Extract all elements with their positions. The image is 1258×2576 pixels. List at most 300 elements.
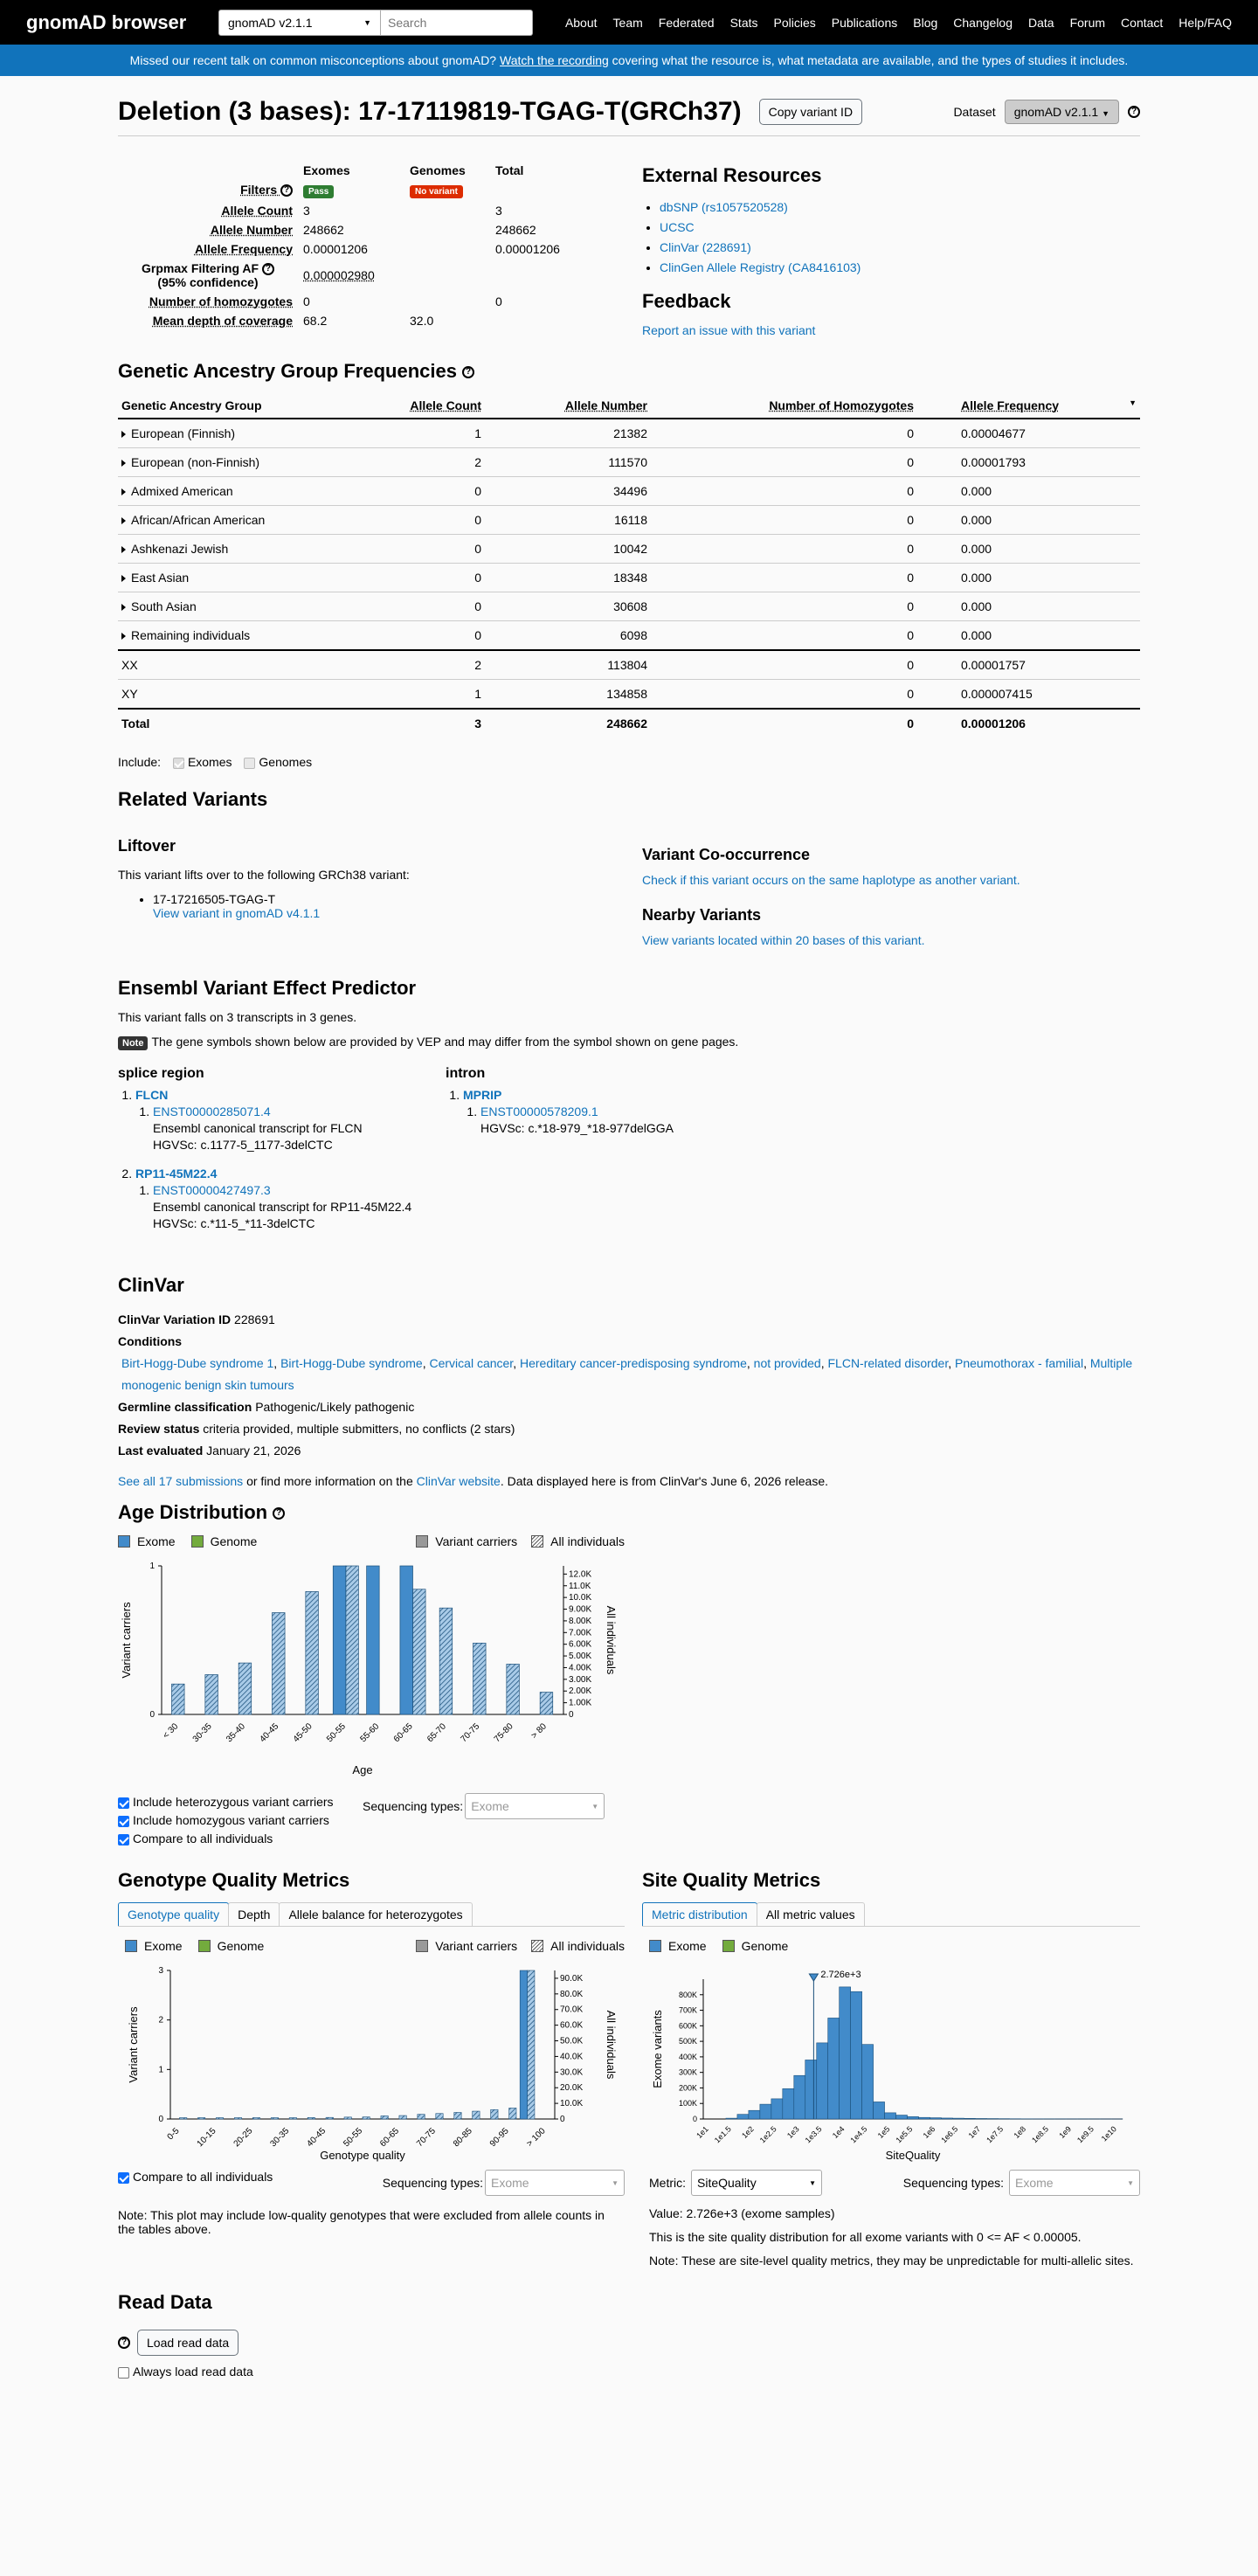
condition-link[interactable]: not provided [753,1356,821,1370]
y-tick-label: 2 [158,2015,163,2025]
dataset-button[interactable]: gnomAD v2.1.1 ▼ [1005,100,1119,124]
legend-swatch-carriers [416,1940,428,1952]
histogram-bar [952,2118,964,2119]
age-seq-type-select[interactable]: Exome ▼ [465,1793,605,1819]
x-tick-label: 1e9 [1057,2124,1074,2141]
see-all-submissions-link[interactable]: See all 17 submissions [118,1474,244,1488]
cell-af: 0.000 [961,542,992,556]
filters-no-variant-badge: No variant [410,185,463,198]
x-tick-label: 1e1 [695,2124,710,2141]
condition-link[interactable]: Birt-Hogg-Dube syndrome 1 [121,1356,274,1370]
logo[interactable]: gnomAD browser [26,10,187,33]
table-row[interactable] [118,477,1140,506]
col-header-allele-count[interactable]: Allele Count [380,393,485,419]
nav-dataset-select[interactable] [218,10,381,36]
cell-af: 0.00001757 [961,658,1026,672]
table-row[interactable] [118,506,1140,535]
help-icon[interactable]: ? [1128,106,1140,118]
x-tick-label: 50-55 [325,1721,348,1745]
cell-ac: 0 [474,571,481,585]
summary-row: Allele Count 3 3 [221,204,502,218]
gq-compare-all-checkbox[interactable] [118,2172,129,2184]
cell-an: 111570 [608,455,647,469]
y2-tick-label: 0 [560,2115,565,2124]
include-label: Include: [118,755,162,769]
x-tick-label: 60-65 [378,2126,402,2150]
summary-header-genomes: Genomes [410,163,466,177]
x-tick-label: 70-75 [459,1721,482,1745]
condition-link[interactable]: Multiple monogenic benign skin tumours [121,1356,1133,1392]
x-tick-label: 1e7.5 [985,2124,1006,2145]
x-tick-label: 1e5.5 [894,2124,915,2145]
cell-af: 0.00001206 [961,717,1026,731]
search-input[interactable] [381,10,533,36]
liftover-variant: 17-17216505-TGAG-T [153,892,276,906]
sq-dist-text: This is the site quality distribution for all exome variants with 0 <= AF < 0.00005. [649,2230,1082,2244]
x-tick-label: 90-95 [487,2126,511,2150]
y2-tick-label: 90.0K [560,1973,584,1984]
nav-link-data[interactable]: Data [1028,15,1054,30]
condition-link[interactable]: Hereditary cancer-predisposing syndrome [519,1356,747,1370]
x-tick-label: 1e3 [785,2124,801,2141]
histogram-bar [771,2099,783,2119]
condition-link[interactable]: FLCN-related disorder [827,1356,949,1370]
y2-axis-label: All individuals [605,2010,618,2080]
liftover-section [118,821,642,947]
summary-header-total: Total [495,163,524,177]
x-axis-label: Genotype quality [320,2149,405,2162]
histogram-bar [794,2075,805,2119]
cell-group: European (non-Finnish) [131,455,260,469]
x-tick-label: 75-80 [492,1721,515,1745]
tab-allele-balance[interactable]: Allele balance for heterozygotes [279,1902,472,1926]
page-heading [118,76,1140,136]
x-tick-label: 30-35 [190,1721,214,1745]
transcript-link-rp11[interactable]: ENST00000427497.3 [153,1183,271,1197]
cell-ac: 0 [474,542,481,556]
caret-right-icon[interactable] [121,460,126,467]
value-marker-label: 2.726e+3 [820,1970,861,1980]
tab-genotype-quality[interactable]: Genotype quality [118,1902,229,1926]
grpmax-value: 0.000002980 [303,268,375,283]
histogram-bar [975,2118,986,2119]
y2-tick-label: 10.0K [560,2099,584,2109]
x-axis-label: Age [352,1763,373,1776]
transcript-link-mprip[interactable]: ENST00000578209.1 [480,1104,598,1118]
read-data-controls [118,2330,1140,2356]
histogram-bar [874,2102,885,2119]
bar-all-individuals [381,2116,388,2119]
page-title: Deletion (3 bases): 17-17119819-TGAG-T(GRCh37) [118,97,742,126]
y2-tick-label: 50.0K [560,2036,584,2046]
cell-an: 134858 [606,687,647,701]
bar-carriers [520,1970,527,2119]
condition-link[interactable]: Cervical cancer [429,1356,514,1370]
nav-link-publications[interactable]: Publications [831,15,898,30]
ancestry-table [118,393,1140,737]
cell-af: 0.000 [961,599,992,613]
legend-swatch-all [531,1940,543,1952]
y-tick-label: 0 [149,1710,155,1720]
nav-dataset-value: gnomAD v2.1.1 [228,15,313,30]
gene-link-rp11[interactable]: RP11-45M22.4 [135,1167,218,1181]
cell-hom: 0 [907,571,914,585]
last-evaluated: January 21, 2026 [206,1444,301,1458]
always-load-checkbox[interactable] [118,2367,129,2379]
splice-region-title: splice region [118,1066,204,1081]
nav-link-federated[interactable]: Federated [658,15,715,30]
cell-hom: 0 [907,599,914,613]
caret-right-icon[interactable] [121,604,126,611]
caret-right-icon[interactable] [121,431,126,438]
cell-af: 0.000 [961,484,992,498]
caret-right-icon[interactable] [121,575,126,582]
table-row[interactable] [118,535,1140,564]
dataset-label: Dataset [953,105,996,119]
dbsnp-link[interactable]: dbSNP (rs1057520528) [660,200,788,214]
y-tick-label: 100K [678,2099,697,2109]
chevron-down-icon: ▼ [591,1802,599,1811]
cell-ac: 1 [474,426,481,440]
include-exomes-checkbox[interactable] [173,758,184,769]
gq-title: Genotype Quality Metrics [118,1869,350,1891]
cell-hom: 0 [907,687,914,701]
y2-tick-label: 3.00K [569,1674,592,1685]
cell-hom: 0 [907,513,914,527]
transcript-link-flcn[interactable]: ENST00000285071.4 [153,1104,271,1118]
x-tick-label: 40-45 [258,1721,281,1745]
summary-header-exomes: Exomes [303,163,350,177]
bar-all-individuals [326,2117,333,2119]
banner-link[interactable]: Watch the recording [500,53,609,67]
col-header-homozygotes[interactable]: Number of Homozygotes [651,393,917,419]
cell-an: 113804 [607,658,647,672]
x-tick-label: 1e2.5 [757,2124,778,2145]
y-tick-label: 0 [158,2115,163,2124]
nearby-link[interactable]: View variants located within 20 bases of this variant. [642,933,925,947]
cell-an: 16118 [614,513,647,527]
gq-chart [118,1962,625,2163]
clinvar-link[interactable]: ClinVar (228691) [660,240,751,254]
cell-af: 0.000 [961,628,992,642]
cell-an: 248662 [606,717,647,731]
grpmax-row: Grpmax Filtering AF ? (95% confidence) 0.000002980 [118,259,565,292]
page-content [118,76,1140,2379]
histogram-bar [749,2110,760,2119]
summary-section [118,161,1140,337]
x-tick-label: 1e2 [740,2124,756,2141]
y2-tick-label: 12.0K [569,1569,592,1580]
cooc-link[interactable]: Check if this variant occurs on the same haplotype as another variant. [642,873,1020,887]
histogram-bar [964,2118,975,2119]
bar-all-individuals [507,1664,520,1714]
x-tick-label: 1e5 [875,2124,892,2141]
cell-ac: 0 [474,484,481,498]
condition-link[interactable]: Birt-Hogg-Dube syndrome [280,1356,423,1370]
vep-title: Ensembl Variant Effect Predictor [118,977,417,999]
splice-region-genes: 1. FLCN 1. ENST00000285071.4 Ensembl canonical transcript for FLCN HGVSc: c.1177-5_1177-3delCTC 2. RP11-45M22.4 1. ENST00000427497.3 Ensembl canonical transcript for RP11-45M22.4 HGVSc: c.*11-5_*11-3delCTC [118,1087,446,1232]
related-variants-title: Related Variants [118,788,268,810]
bar-all-individuals [252,2118,259,2120]
nav-link-policies[interactable]: Policies [773,15,816,30]
bar-all-individuals [491,2109,498,2119]
x-tick-label: 1e4 [830,2124,847,2141]
summary-row: Allele Frequency 0.00001206 0.00001206 [194,242,560,256]
metric-select[interactable]: SiteQuality ▼ [691,2170,822,2196]
bar-all-individuals [271,2118,278,2120]
histogram-bar [862,2045,874,2119]
nav-link-about[interactable]: About [564,15,598,30]
bar-all-individuals [473,2111,480,2119]
tab-depth[interactable]: Depth [228,1902,280,1926]
include-genomes-label: Genomes [259,755,313,769]
x-tick-label: 1e8.5 [1030,2124,1051,2145]
bar-all-individuals [238,1663,252,1714]
include-hom-checkbox[interactable] [118,1816,129,1827]
sq-title: Site Quality Metrics [642,1869,821,1891]
y2-tick-label: 8.00K [569,1616,592,1626]
y-tick-label: 3 [158,1966,163,1976]
col-header-allele-frequency[interactable]: Allele Frequency ▼ [917,393,1140,419]
age-controls: Include heterozygous variant carriers Include homozygous variant carriers Compare to all individuals Sequencing types: Exome ▼ [118,1793,1140,1848]
nav-link-contact[interactable]: Contact [1121,15,1164,30]
y-tick-label: 300K [678,2067,697,2077]
histogram-bar [896,2116,908,2119]
bar-all-individuals [439,1608,453,1714]
bar-all-individuals [306,1591,319,1714]
intron-section [446,1066,1140,1232]
caret-right-icon[interactable] [121,546,126,553]
review-status: criteria provided, multiple submitters, no conflicts (2 stars) [203,1422,515,1436]
cell-ac: 2 [474,455,481,469]
caret-down-icon: ▼ [1102,109,1109,118]
histogram-bar [783,2088,794,2119]
sq-chart [642,1962,1140,2163]
y-tick-label: 700K [678,2005,697,2015]
cell-an: 6098 [619,628,647,642]
x-tick-label: 1e7 [966,2124,983,2141]
note-badge: Note [118,1036,148,1050]
col-header-allele-number[interactable]: Allele Number [485,393,651,419]
gq-controls: Compare to all individuals Sequencing types: Exome ▼ [118,2170,625,2196]
cell-group: European (Finnish) [131,426,236,440]
sq-legend: Exome Genome [642,1939,1140,1953]
help-icon[interactable]: ? [462,366,474,378]
y-tick-label: 1 [149,1562,155,1571]
x-tick-label: 40-45 [305,2126,328,2150]
help-icon[interactable]: ? [280,184,293,197]
clingen-link[interactable]: ClinGen Allele Registry (CA8416103) [660,260,861,274]
y2-tick-label: 60.0K [560,2020,584,2031]
gene-link-mprip[interactable]: MPRIP [463,1088,502,1102]
chevron-down-icon: ▼ [363,17,371,27]
y-tick-label: 1 [158,2065,163,2075]
bar-all-individuals [179,2118,186,2120]
x-tick-label: 10-15 [195,2126,218,2150]
bar-all-individuals [413,1589,426,1714]
cell-ac: 3 [474,717,481,731]
summary-col [118,161,642,337]
sort-desc-icon: ▼ [1129,398,1137,407]
x-tick-label: 1e1.5 [712,2124,733,2145]
liftover-title: Liftover [118,837,176,855]
ancestry-table-body [118,419,1140,737]
chevron-down-icon: ▼ [612,2178,619,2187]
germline-classification: Pathogenic/Likely pathogenic [255,1400,415,1414]
cell-an: 18348 [613,571,647,585]
cell-hom: 0 [907,542,914,556]
cell-af: 0.000007415 [961,687,1033,701]
gene-link-flcn[interactable]: FLCN [135,1088,169,1102]
vep-note: Note The gene symbols shown below are provided by VEP and may differ from the symbol shown on gene pages. [118,1035,1140,1049]
y-tick-label: 800K [678,1990,697,1999]
legend-swatch-genome [198,1940,211,1952]
x-tick-label: 80-85 [451,2126,474,2150]
cell-an: 34496 [613,484,647,498]
cell-af: 0.000 [961,513,992,527]
gq-tabs [118,1902,625,1927]
compare-all-checkbox[interactable] [118,1834,129,1845]
cooc-title: Variant Co-occurrence [642,846,811,863]
caret-right-icon[interactable] [121,633,126,640]
y2-tick-label: 80.0K [560,1989,584,1999]
histogram-bar [930,2118,941,2119]
report-issue-link[interactable]: Report an issue with this variant [642,323,816,337]
cell-ac: 0 [474,513,481,527]
site-quality-section [642,1869,1140,2270]
col-header-group[interactable]: Genetic Ancestry Group [118,393,380,419]
table-row[interactable] [118,419,1140,448]
cell-group: Remaining individuals [131,628,251,642]
legend-swatch-carriers [416,1535,428,1548]
legend-swatch-exome [125,1940,137,1952]
caret-right-icon[interactable] [121,488,126,495]
include-genomes-checkbox[interactable] [244,758,255,769]
search-group [218,10,533,36]
gq-seq-type-select[interactable]: Exome ▼ [485,2170,625,2196]
cell-af: 0.000 [961,571,992,585]
y2-tick-label: 6.00K [569,1639,592,1650]
nav-link-changelog[interactable]: Changelog [953,15,1013,30]
sq-seq-type-select[interactable]: Exome ▼ [1009,2170,1140,2196]
histogram-bar [737,2115,749,2119]
bar-all-individuals [273,1613,286,1714]
filters-label: Filters ? [118,180,298,201]
cell-af: 0.00004677 [961,426,1026,440]
external-links [642,197,1140,278]
liftover-list [118,892,642,920]
cell-group: Admixed American [131,484,233,498]
quality-metrics [118,1869,1140,2270]
x-tick-label: 30-35 [268,2126,292,2150]
dataset-selector [953,100,1140,124]
sq-tabs [642,1902,1140,1927]
cell-group: XX [121,658,138,672]
bar-all-individuals [197,2118,204,2120]
table-row [118,680,1140,710]
summary-table [118,161,565,330]
histogram-bar [851,1991,862,2119]
sq-controls: Metric: SiteQuality ▼ Sequencing types: Exome ▼ [642,2170,1140,2196]
caret-right-icon[interactable] [121,517,126,524]
help-icon[interactable]: ? [273,1507,285,1520]
always-load-label: Always load read data [133,2365,253,2379]
y2-tick-label: 0 [569,1710,574,1720]
bar-carriers [367,1566,380,1714]
histogram-bar [726,2118,737,2119]
histogram-bar [840,1987,851,2119]
load-read-data-button[interactable]: Load read data [137,2330,238,2356]
age-legend: Exome Genome Variant carriers All individuals [118,1534,625,1548]
x-tick-label: 35-40 [225,1721,247,1745]
cell-an: 21382 [613,426,647,440]
include-exomes-label: Exomes [187,755,232,769]
y2-tick-label: 10.0K [569,1593,592,1603]
table-row[interactable] [118,564,1140,592]
liftover-link[interactable]: View variant in gnomAD v4.1.1 [153,906,321,920]
y2-tick-label: 20.0K [560,2083,584,2094]
x-tick-label: 45-50 [291,1721,314,1745]
clinvar-title: ClinVar [118,1274,184,1296]
bar-all-individuals [363,2117,370,2119]
y2-tick-label: 1.00K [569,1698,592,1708]
ucsc-link[interactable]: UCSC [660,220,695,234]
y-axis-label: Variant carriers [120,1602,133,1679]
homozygotes-row: Number of homozygotes 0 0 [149,294,502,309]
x-tick-label: 20-25 [232,2126,255,2150]
nav-link-blog[interactable]: Blog [913,15,938,30]
y2-tick-label: 9.00K [569,1604,592,1615]
clinvar-website-link[interactable]: ClinVar website [416,1474,501,1488]
nav-link-forum[interactable]: Forum [1069,15,1106,30]
tab-all-metric-values[interactable]: All metric values [757,1902,865,1926]
x-tick-label: > 80 [529,1721,549,1742]
x-tick-label: 0-5 [165,2126,182,2143]
cell-ac: 1 [474,687,481,701]
age-chart [118,1557,625,1784]
tab-metric-distribution[interactable]: Metric distribution [642,1902,757,1926]
copy-variant-id-button[interactable]: Copy variant ID [759,99,862,125]
y2-tick-label: 2.00K [569,1686,592,1697]
bar-all-individuals [234,2118,241,2120]
y-tick-label: 500K [678,2037,697,2046]
table-row[interactable] [118,592,1140,621]
condition-link[interactable]: Pneumothorax - familial [955,1356,1084,1370]
bar-carriers [400,1566,413,1714]
help-icon[interactable]: ? [262,263,274,275]
bar-all-individuals [473,1643,487,1714]
nav-link-team[interactable]: Team [612,15,643,30]
y2-tick-label: 4.00K [569,1663,592,1673]
announcement-banner [0,45,1258,76]
nav-link-stats[interactable]: Stats [729,15,758,30]
x-tick-label: 70-75 [415,2126,438,2150]
bar-all-individuals [216,2118,223,2120]
x-tick-label: 1e6.5 [939,2124,960,2145]
legend-swatch-genome [191,1535,204,1548]
bar-all-individuals [454,2112,461,2119]
table-row[interactable] [118,448,1140,477]
nav-link-help-faq[interactable]: Help/FAQ [1179,15,1232,30]
sq-note: Note: These are site-level quality metrics, they may be unpredictable for multi-allelic sites. [649,2254,1134,2268]
x-tick-label: 50-55 [342,2126,365,2150]
bar-all-individuals [289,2118,296,2120]
cell-hom: 0 [907,628,914,642]
table-row[interactable] [118,621,1140,651]
help-icon[interactable]: ? [118,2337,130,2349]
sq-value-text: Value: 2.726e+3 (exome samples) [649,2206,835,2220]
include-het-checkbox[interactable] [118,1797,129,1809]
